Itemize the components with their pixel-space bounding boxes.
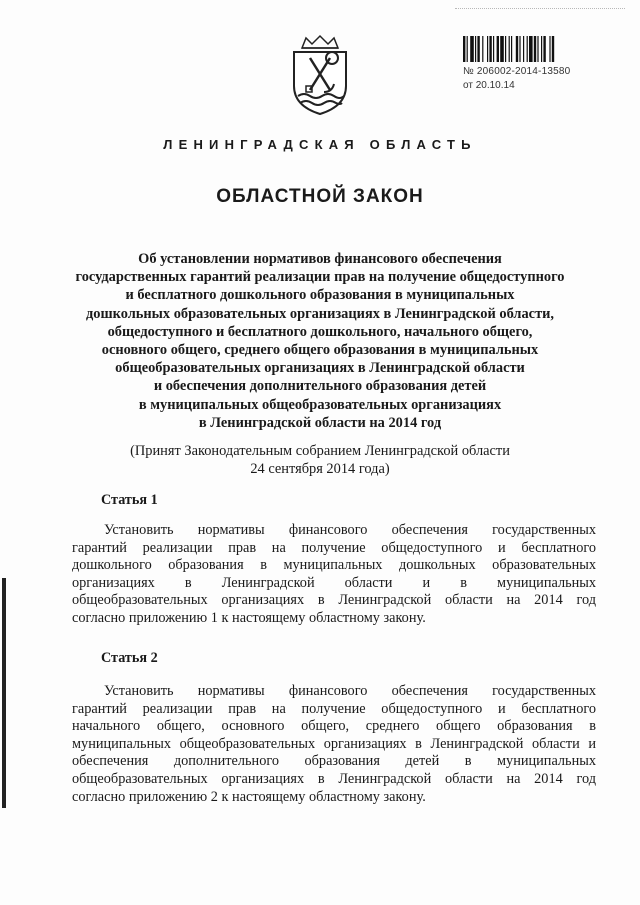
barcode-bar bbox=[519, 36, 520, 62]
law-title-line: основного общего, среднего общего образования в муниципальных bbox=[101, 342, 539, 359]
article-1-text bbox=[72, 522, 596, 628]
law-title-line: общеобразовательных организациях в Ленинградской области bbox=[115, 360, 525, 377]
barcode-bar bbox=[493, 36, 494, 62]
barcode-bar bbox=[475, 36, 476, 62]
law-title-line: Об установлении нормативов финансового обеспечения bbox=[138, 251, 502, 267]
barcode-bar bbox=[523, 36, 524, 62]
barcode-bar bbox=[511, 36, 512, 62]
registration-date: от 20.10.14 bbox=[463, 80, 515, 91]
barcode-bar bbox=[487, 36, 488, 62]
article-2-text bbox=[72, 683, 596, 806]
barcode-bar bbox=[505, 36, 506, 62]
law-title-line: и бесплатного дошкольного образования в муниципальных bbox=[125, 287, 515, 304]
article-1-line: общеобразовательных организациях в Ленинградской области на 2014 год bbox=[72, 592, 596, 609]
law-title-line: государственных гарантий реализации прав на получение общедоступного bbox=[75, 269, 565, 286]
article-2-line: Установить нормативы финансового обеспечения государственных bbox=[104, 683, 596, 699]
law-title bbox=[50, 250, 590, 432]
law-title-line: и обеспечения дополнительного образования детей bbox=[153, 378, 487, 395]
law-title-line: в Ленинградской области на 2014 год bbox=[198, 414, 442, 431]
barcode-bar bbox=[537, 36, 538, 62]
barcode-bar bbox=[541, 36, 542, 62]
barcode-bar bbox=[489, 36, 491, 62]
registration-number: № 206002-2014-13580 bbox=[463, 66, 571, 77]
article-1-line: гарантий реализации прав на получение общедоступного и бесплатного bbox=[72, 539, 596, 556]
barcode-bar bbox=[534, 36, 536, 62]
scan-artifact bbox=[455, 8, 625, 15]
adoption-note-line: (Принят Законодательным собранием Ленинградской области bbox=[130, 443, 510, 459]
region-title: ЛЕНИНГРАДСКАЯ ОБЛАСТЬ bbox=[163, 137, 477, 152]
barcode-bar bbox=[516, 36, 518, 62]
law-title-line: в муниципальных общеобразовательных организациях bbox=[138, 396, 502, 413]
barcode-bar bbox=[509, 36, 510, 62]
scan-edge-mark bbox=[2, 578, 6, 808]
barcode-bar bbox=[552, 36, 554, 62]
article-2-line: обеспечения дополнительного образования детей в муниципальных bbox=[72, 753, 596, 770]
barcode-bar bbox=[470, 36, 474, 62]
article-2-line: начального общего, основного общего, среднего общего образования в bbox=[72, 718, 596, 735]
coat-of-arms-emblem bbox=[288, 34, 352, 116]
barcode-bar bbox=[482, 36, 483, 62]
barcode-bar bbox=[477, 36, 479, 62]
barcode-bar bbox=[527, 36, 528, 62]
article-1-line: организациях в Ленинградской области и в муниципальных bbox=[72, 574, 596, 591]
law-title-line: общедоступного и бесплатного дошкольного, начального общего, bbox=[107, 323, 533, 340]
article-2-line: согласно приложению 2 к настоящему областному закону. bbox=[72, 788, 426, 805]
barcode-bar bbox=[529, 36, 533, 62]
barcode bbox=[463, 36, 595, 62]
barcode-bar bbox=[500, 36, 504, 62]
adoption-note bbox=[50, 442, 590, 478]
adoption-note-line: 24 сентября 2014 года) bbox=[250, 461, 390, 477]
article-2-heading: Статья 2 bbox=[101, 650, 158, 666]
article-1-line: Установить нормативы финансового обеспечения государственных bbox=[104, 522, 596, 538]
article-2-line: муниципальных общеобразовательных организациях в Ленинградской области и bbox=[72, 735, 596, 752]
article-2-line: гарантий реализации прав на получение общедоступного и бесплатного bbox=[72, 700, 596, 717]
barcode-bar bbox=[543, 36, 545, 62]
document-type-heading: ОБЛАСТНОЙ ЗАКОН bbox=[216, 186, 424, 207]
barcode-bar bbox=[549, 36, 550, 62]
article-2-line: общеобразовательных организациях в Ленинградской области на 2014 год bbox=[72, 770, 596, 787]
article-1-line: согласно приложению 1 к настоящему областному закону. bbox=[72, 609, 426, 626]
article-1-line: дошкольного образования в муниципальных дошкольных образовательных bbox=[72, 557, 596, 574]
article-1-heading: Статья 1 bbox=[101, 492, 158, 508]
barcode-bar bbox=[463, 36, 465, 62]
law-title-line: дошкольных образовательных организациях в Ленинградской области, bbox=[85, 305, 555, 322]
barcode-bar bbox=[497, 36, 499, 62]
barcode-bar bbox=[467, 36, 468, 62]
